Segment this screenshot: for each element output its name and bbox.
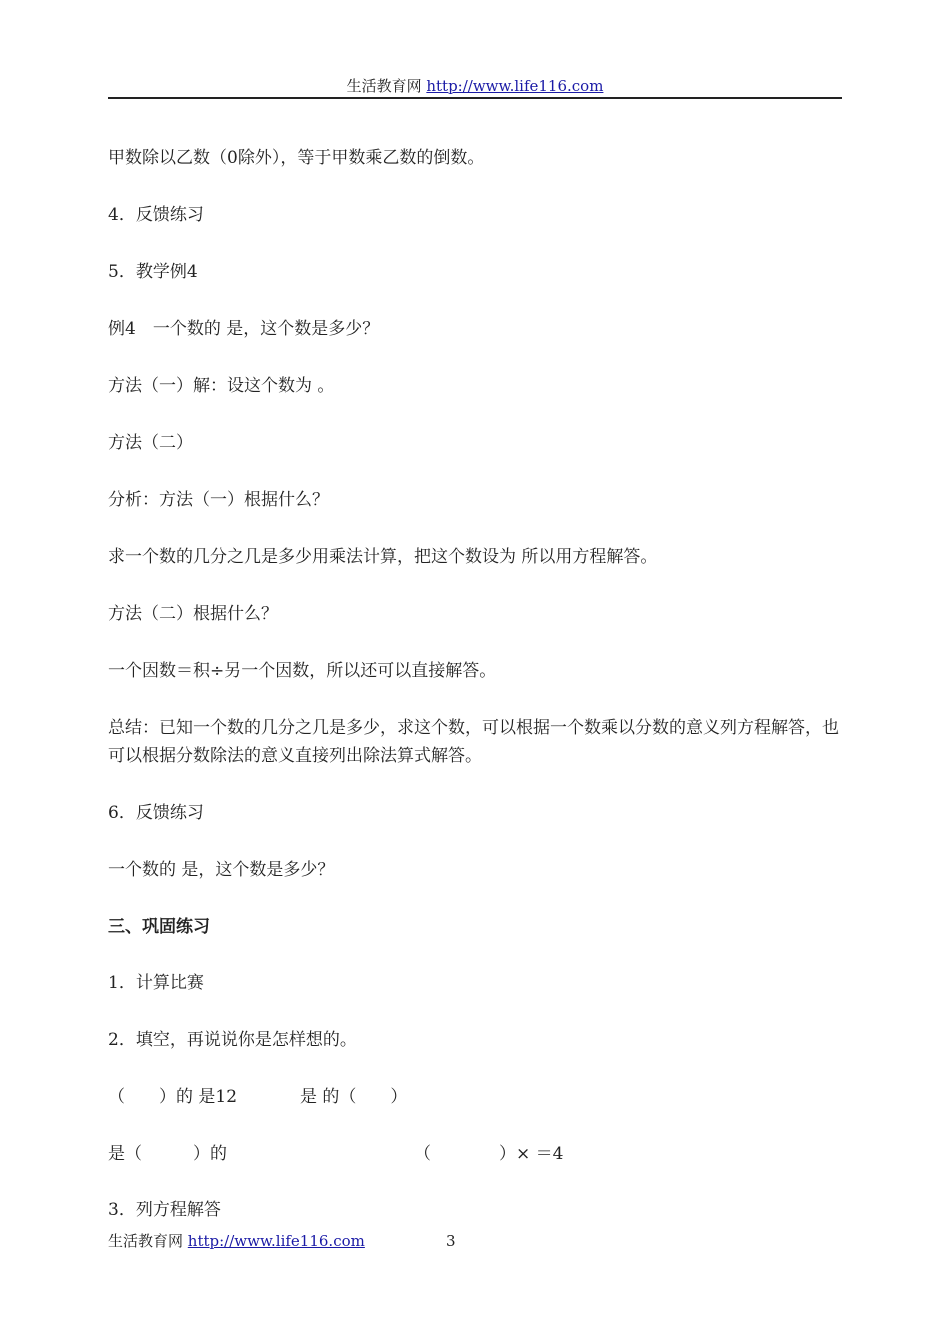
header-site-name: 生活教育网 xyxy=(346,77,422,95)
text-paragraph-summary: 总结：已知一个数的几分之几是多少，求这个数，可以根据一个数乘以分数的意义列方程解答，也可以根据分数除法的意义直接列出除法算式解答。 xyxy=(108,718,839,766)
section-heading-consolidation: 三、巩固练习 xyxy=(108,917,210,937)
footer-site-name: 生活教育网 xyxy=(108,1232,184,1250)
header-divider xyxy=(108,97,842,99)
text-line-practice-question: 一个数的 是，这个数是多少？ xyxy=(108,860,335,880)
text-line-method-2: 方法（二） xyxy=(108,433,193,453)
text-line-analysis: 分析：方法（一）根据什么？ xyxy=(108,490,329,510)
fill-blank-item-4: （ ）× ＝4 xyxy=(414,1144,564,1164)
page-number: 3 xyxy=(446,1232,456,1250)
fill-blank-item-3: 是（ ）的 xyxy=(108,1144,227,1164)
text-line-factor-rule: 一个因数＝积÷另一个因数，所以还可以直接解答。 xyxy=(108,661,497,681)
text-line-feedback-practice-6: 6．反馈练习 xyxy=(108,803,204,823)
footer-link[interactable]: http://www.life116.com xyxy=(187,1232,365,1250)
text-line-division-rule: 甲数除以乙数（0除外），等于甲数乘乙数的倒数。 xyxy=(108,148,485,168)
text-line-example-4: 例4 一个数的 是，这个数是多少？ xyxy=(108,319,380,339)
page-header xyxy=(108,76,842,96)
text-line-equation-solve: 3．列方程解答 xyxy=(108,1200,221,1220)
text-line-multiplication-reason: 求一个数的几分之几是多少用乘法计算，把这个数设为 所以用方程解答。 xyxy=(108,547,658,567)
page-footer xyxy=(108,1231,365,1251)
text-line-calc-contest: 1．计算比赛 xyxy=(108,973,204,993)
header-link[interactable]: http://www.life116.com xyxy=(426,77,604,95)
text-line-fill-blanks: 2．填空，再说说你是怎样想的。 xyxy=(108,1030,357,1050)
text-line-feedback-practice-4: 4．反馈练习 xyxy=(108,205,204,225)
text-line-method-2-question: 方法（二）根据什么？ xyxy=(108,604,278,624)
text-line-teach-example-4: 5．教学例4 xyxy=(108,262,198,282)
text-line-method-1: 方法（一）解：设这个数为 。 xyxy=(108,376,335,396)
fill-blank-item-1: （ ）的 是12 xyxy=(108,1087,238,1107)
fill-blank-item-2: 是 的（ ） xyxy=(300,1087,408,1107)
